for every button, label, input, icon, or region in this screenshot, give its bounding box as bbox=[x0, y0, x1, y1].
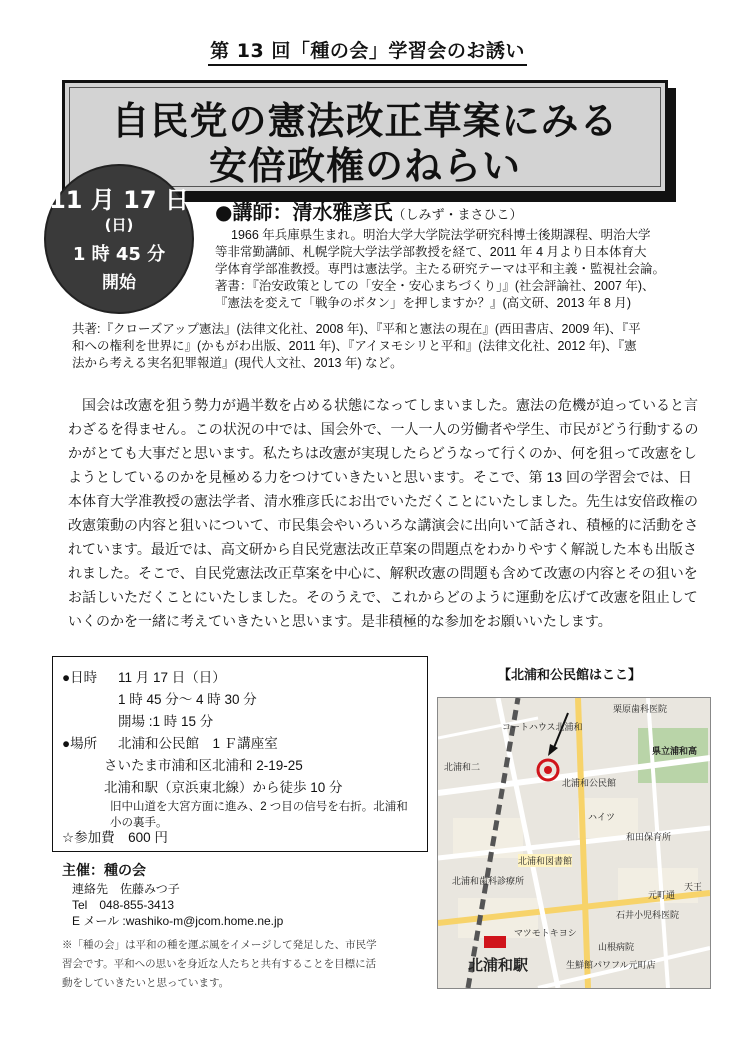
body-line: お話しいただくことにいたしました。そのうえで、これからどのように運動を広げて改憲を阻止して bbox=[68, 589, 698, 605]
body-line: 国会は改憲を狙う勢力が過半数を占める状態になってしまいました。憲法の危機が迫っていると言 bbox=[82, 397, 698, 413]
info-directions: 小の裏手。 bbox=[110, 817, 168, 829]
speaker-bio-line: 等非常勤講師、札幌学院大学法学部教授を経て、2011 年 4 月より日本体育大 bbox=[215, 245, 647, 259]
badge-start: 開始 bbox=[102, 273, 136, 293]
speaker-bio-line: 『憲法を変えて「戦争のボタン」を押しますか？』(高文研、2013 年 8 月) bbox=[215, 296, 632, 310]
info-address: さいたま市浦和区北浦和 2-19-25 bbox=[104, 758, 303, 773]
body-line: 本体育大学准教授の憲法学者、清水雅彦氏にお出でいただくことにいたしました。先生は安倍政権の bbox=[68, 493, 698, 509]
info-fee: ☆参加費 600 円 bbox=[62, 830, 168, 845]
body-line: ようとしているのかを見極める力をつけていきたいと思います。そこで、第 13 回の学習会では、日 bbox=[68, 469, 692, 485]
map-label: 元町通 bbox=[648, 890, 676, 900]
map-label: ハイツ bbox=[588, 812, 616, 822]
map-label: 栗原歯科医院 bbox=[613, 704, 668, 714]
note-line: ※「種の会」は平和の種を運ぶ風をイメージして発足した、市民学 bbox=[62, 940, 377, 951]
speaker-bio-line: 著書：『治安政策としての「安全・安心まちづくり」』(社会評論社、2007 年)、 bbox=[215, 279, 655, 293]
info-access: 北浦和駅（京浜東北線）から徒歩 10 分 bbox=[104, 780, 343, 795]
body-line: れました。そこで、自民党憲法改正草案を中心に、解釈改憲の問題も含めて改憲の内容とその狙いを bbox=[68, 565, 698, 581]
body-line: かがとても大事だと思います。私たちは改憲が実現したらどうなって行くのか、何を狙って改憲をし bbox=[68, 445, 697, 461]
map-label: コートハウス北浦和 bbox=[502, 722, 583, 732]
map-label: 石井小児科医院 bbox=[616, 910, 680, 920]
speaker-coauthor-line: 共著:『クローズアップ憲法』(法律文化社、2008 年)、『平和と憲法の現在』(西田書店、2009 年)、『平 bbox=[72, 322, 641, 336]
speaker-bio-line: 学体育学部准教授。専門は憲法学。主たる研究テーマは平和主義・監視社会論。 bbox=[215, 262, 666, 276]
body-line: わざるを得ません。この状況の中では、国会外で、一人一人の労働者や学生、市民がどう行動するの bbox=[68, 421, 699, 437]
info-directions: 旧中山道を大宮方面に進み、2 つ目の信号を右折。北浦和 bbox=[110, 801, 408, 813]
map-label: 北浦和図書館 bbox=[518, 856, 573, 866]
speaker-coauthor-line: 法から考える実名犯罪報道』(現代人文社、2013 年) など。 bbox=[72, 356, 403, 370]
organizer-tel: Tel 048-855-3413 bbox=[72, 898, 175, 912]
date-badge bbox=[46, 166, 192, 312]
organizer-contact: 連絡先 佐藤みつ子 bbox=[72, 882, 180, 896]
map-label: 県立浦和高 bbox=[652, 746, 698, 756]
map-label: マツモトキヨシ bbox=[514, 928, 577, 938]
speaker-reading: （しみず・まさひこ） bbox=[392, 208, 523, 223]
body-line: 改憲策動の内容と狙いについて、市民集会やいろいろな講演会に出向いて話され、積極的に活動をさ bbox=[68, 517, 699, 533]
map-label: 山根病院 bbox=[598, 942, 635, 952]
map-label: 北浦和歯科診療所 bbox=[452, 876, 525, 886]
map-station-label: 北浦和駅 bbox=[468, 957, 529, 974]
speaker-bio-line: 1966 年兵庫県生まれ。明治大学大学院法学研究科博士後期課程、明治大学 bbox=[231, 228, 651, 242]
note-line: 動をしていきたいと思っています。 bbox=[62, 978, 230, 989]
speaker-heading: ●講師：清水雅彦氏（しみず・まさひこ） bbox=[215, 200, 523, 224]
body-line: れています。最近では、高文研から自民党憲法改正草案の問題点をわかりやすく解説した本も出版さ bbox=[68, 541, 697, 557]
map-caption: 【北浦和公民館はここ】 bbox=[498, 668, 642, 683]
badge-date: 11 月 17 日 bbox=[49, 186, 189, 214]
note-line: 習会です。平和への思いを身近な人たちと共有することを目標に活 bbox=[62, 959, 377, 970]
main-title-line1: 自民党の憲法改正草案にみる bbox=[111, 98, 619, 143]
main-title-line2: 安倍政権のねらい bbox=[208, 143, 521, 188]
speaker-coauthor-line: 和への権利を世界に』(かもがわ出版、2011 年)、『アイヌモシリと平和』(法律文化社、2012 年)、『憲 bbox=[72, 339, 637, 353]
organizer-title: 主催：種の会 bbox=[62, 862, 146, 878]
organizer-email: E メール :washiko-m@jcom.home.ne.jp bbox=[72, 914, 284, 928]
map-label: 天王 bbox=[684, 882, 703, 892]
map-label: 和田保育所 bbox=[626, 832, 672, 842]
info-date-value: 11 月 17 日（日） bbox=[118, 670, 226, 685]
map-label: 生鮮館パワフル元町店 bbox=[566, 960, 656, 970]
badge-day-of-week: (日) bbox=[104, 216, 134, 234]
map-graphic bbox=[438, 698, 710, 988]
info-time-range: 1 時 45 分～ 4 時 30 分 bbox=[118, 692, 257, 707]
info-date-label: ●日時 bbox=[62, 670, 98, 685]
map-label: 北浦和公民館 bbox=[562, 778, 617, 788]
info-place-value: 北浦和公民館 1 Ｆ講座室 bbox=[118, 736, 278, 751]
header-title: 第 13 回「種の会」学習会のお誘い bbox=[0, 36, 735, 63]
info-doors-open: 開場 :1 時 15 分 bbox=[118, 714, 214, 729]
body-line: いくのかを一緒に考えていきたいと思います。是非積極的な参加をお願いいたします。 bbox=[68, 613, 612, 629]
location-map bbox=[437, 697, 711, 989]
map-label: 北浦和二 bbox=[444, 762, 481, 772]
badge-time: 1 時 45 分 bbox=[72, 244, 166, 265]
info-place-label: ●場所 bbox=[62, 736, 98, 751]
